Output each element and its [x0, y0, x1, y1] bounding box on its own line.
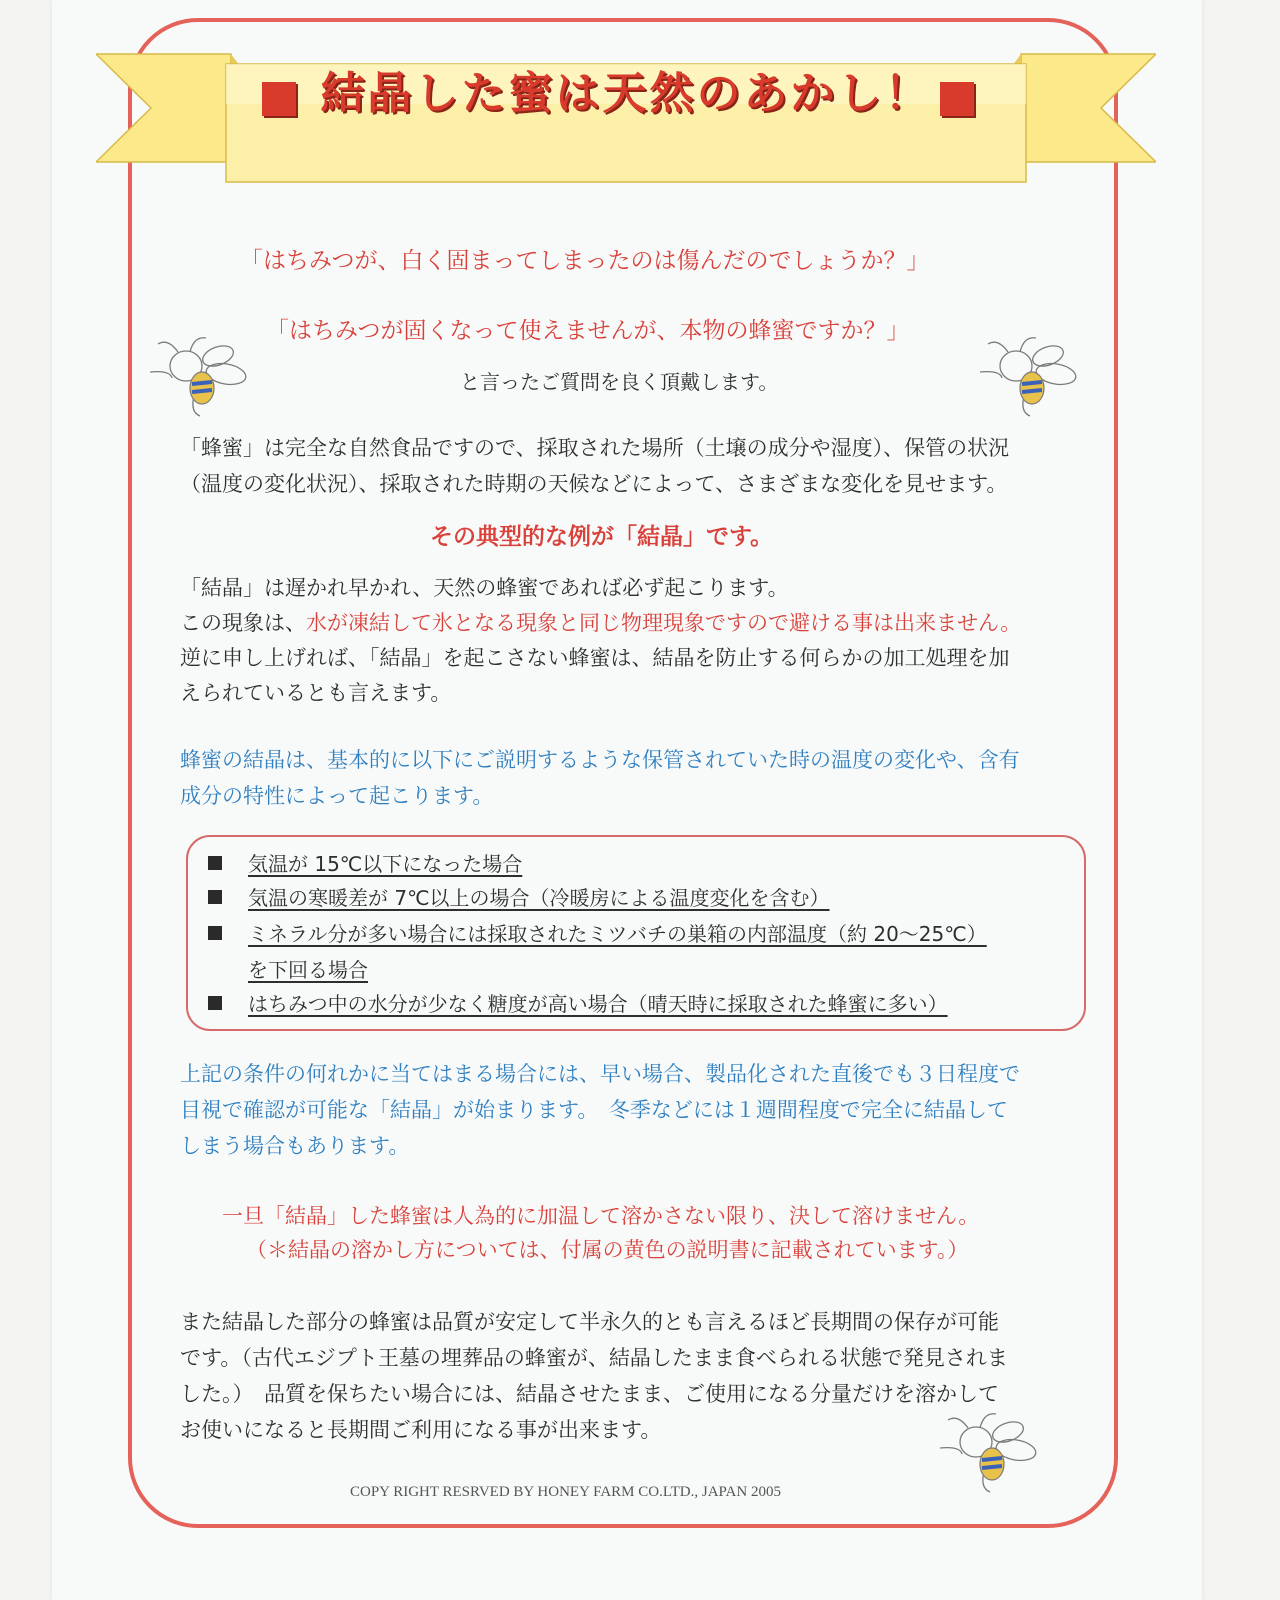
questions-note: と言ったご質問を良く頂戴します。 — [460, 370, 779, 394]
example-heading: その典型的な例が「結晶」です。 — [430, 524, 774, 550]
page-title: 結晶した蜜は天然のあかし！ — [320, 68, 932, 119]
condition-3: ミネラル分が多い場合には採取されたミツバチの巣箱の内部温度（約 20～25℃） — [248, 922, 987, 946]
para1-line1: 「蜂蜜」は完全な自然食品ですので、採取された場所（土壌の成分や湿度）、保管の状況 — [180, 436, 1010, 460]
para2-line1: 「結晶」は遅かれ早かれ、天然の蜂蜜であれば必ず起こります。 — [180, 576, 789, 600]
para1-line2: （温度の変化状況）、採取された時期の天候などによって、さまざまな変化を見せます。 — [180, 472, 1008, 496]
warning-line1: 一旦「結晶」した蜂蜜は人為的に加温して溶かさない限り、決して溶けません。 — [222, 1204, 980, 1228]
condition-2: 気温の寒暖差が 7℃以上の場合（冷暖房による温度変化を含む） — [248, 886, 830, 910]
warning-line2: （＊結晶の溶かし方については、付属の黄色の説明書に記載されています。） — [246, 1238, 969, 1262]
para3-line2: 成分の特性によって起こります。 — [180, 784, 494, 808]
question-2: 「はちみつが固くなって使えませんが、本物の蜂蜜ですか？」 — [266, 318, 910, 344]
para4-line1: 上記の条件の何れかに当てはまる場合には、早い場合、製品化された直後でも３日程度で — [180, 1062, 1020, 1086]
para5-line4: お使いになると長期間ご利用になる事が出来ます。 — [180, 1418, 662, 1442]
para2-line2 — [180, 607, 1021, 637]
copyright-footer: COPY RIGHT RESRVED BY HONEY FARM CO.LTD., JAPAN 2005 — [350, 1484, 781, 1500]
para2-line3: 逆に申し上げれば、「結晶」を起こさない蜂蜜は、結晶を防止する何らかの加工処理を加 — [180, 646, 1010, 670]
condition-1: 気温が 15℃以下になった場合 — [248, 852, 523, 876]
condition-3-cont: を下回る場合 — [248, 958, 368, 982]
bee-icon — [150, 330, 260, 420]
bullet-icon — [208, 890, 222, 904]
condition-4: はちみつ中の水分が少なく糖度が高い場合（晴天時に採取された蜂蜜に多い） — [248, 992, 948, 1016]
para2-line2-highlight: 水が凍結して氷となる現象と同じ物理現象ですので避ける事は出来ません。 — [306, 611, 1022, 635]
bee-icon — [940, 1406, 1050, 1496]
para4-line3: しまう場合もあります。 — [180, 1134, 410, 1158]
bullet-icon — [208, 856, 222, 870]
para4-line2: 目視で確認が可能な「結晶」が始まります。 冬季などには１週間程度で完全に結晶して — [180, 1098, 1008, 1122]
para5-line1: また結晶した部分の蜂蜜は品質が安定して半永久的とも言えるほど長期間の保存が可能 — [180, 1310, 999, 1334]
bullet-icon — [208, 996, 222, 1010]
para2-line2-prefix: この現象は、 — [180, 611, 306, 635]
para3-line1: 蜂蜜の結晶は、基本的に以下にご説明するような保管されていた時の温度の変化や、含有 — [180, 748, 1020, 772]
title-square-left-icon — [262, 82, 296, 116]
bullet-icon — [208, 926, 222, 940]
para2-line4: えられているとも言えます。 — [180, 681, 452, 705]
bee-icon — [980, 330, 1090, 420]
para5-line2: です。（古代エジプト王墓の埋葬品の蜂蜜が、結晶したまま食べられる状態で発見されま — [180, 1346, 1008, 1370]
para5-line3: した。） 品質を保ちたい場合には、結晶させたまま、ご使用になる分量だけを溶かして — [180, 1382, 999, 1406]
title-square-right-icon — [940, 82, 974, 116]
question-1: 「はちみつが、白く固まってしまったのは傷んだのでしょうか？」 — [240, 248, 930, 274]
